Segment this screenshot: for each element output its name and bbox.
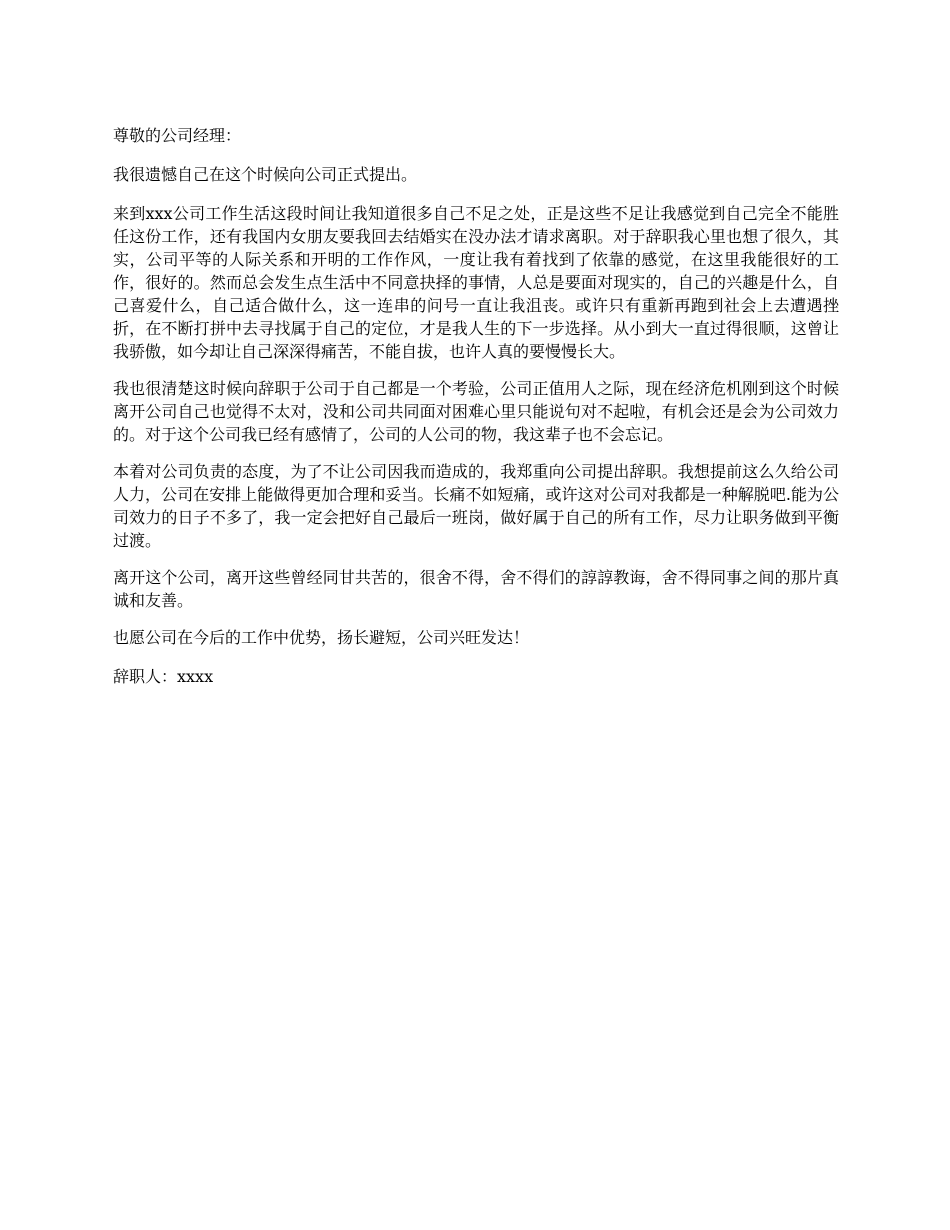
letter-salutation: 尊敬的公司经理：: [113, 126, 242, 145]
letter-paragraph-4: 本着对公司负责的态度，为了不让公司因我而造成的，我郑重向公司提出辞职。我想提前这么久给公司人力，公司在安排上能做得更加合理和妥当。长痛不如短痛，或许这对公司对我都是一种解脱吧.能为公司效力的日子不多了，我一定会把好自己最后一班岗，做好属于自己的所有工作，尽力让职务做到平衡过渡。: [113, 462, 839, 550]
letter-paragraph-5: 离开这个公司，离开这些曾经同甘共苦的，很舍不得，舍不得们的諄諄教诲，舍不得同事之间的那片真诚和友善。: [113, 568, 839, 610]
letter-paragraph-2: 来到xxx公司工作生活这段时间让我知道很多自己不足之处，正是这些不足让我感觉到自己完全不能胜任这份工作，还有我国内女朋友要我回去结婚实在没办法才请求离职。对于辞职我心里也想了很久，其实，公司平等的人际关系和开明的工作作风，一度让我有着找到了依靠的感觉，在这里我能很好的工作，很好的。然而总会发生点生活中不同意抉择的事情，人总是要面对现实的，自己的兴趣是什么，自己喜爱什么，自己适合做什么，这一连串的问号一直让我沮丧。或许只有重新再跑到社会上去遭遇挫折，在不断打拼中去寻找属于自己的定位，才是我人生的下一步选择。从小到大一直过得很顺，这曾让我骄傲，如今却让自己深深得痛苦，不能自拔，也许人真的要慢慢长大。: [113, 204, 839, 361]
letter-paragraph-3: 我也很清楚这时候向辞职于公司于自己都是一个考验，公司正值用人之际，现在经济危机刚到这个时候离开公司自己也觉得不太对，没和公司共同面对困难心里只能说句对不起啦，有机会还是会为公司效力的。对于这个公司我已经有感情了，公司的人公司的物，我这辈子也不会忘记。: [113, 379, 839, 444]
letter-paragraph-6: 也愿公司在今后的工作中优势，扬长避短，公司兴旺发达！: [113, 628, 530, 647]
letter-paragraph-1: 我很遗憾自己在这个时候向公司正式提出。: [113, 165, 418, 184]
resignation-letter: [113, 124, 839, 704]
letter-signature: 辞职人：xxxx: [113, 667, 214, 686]
